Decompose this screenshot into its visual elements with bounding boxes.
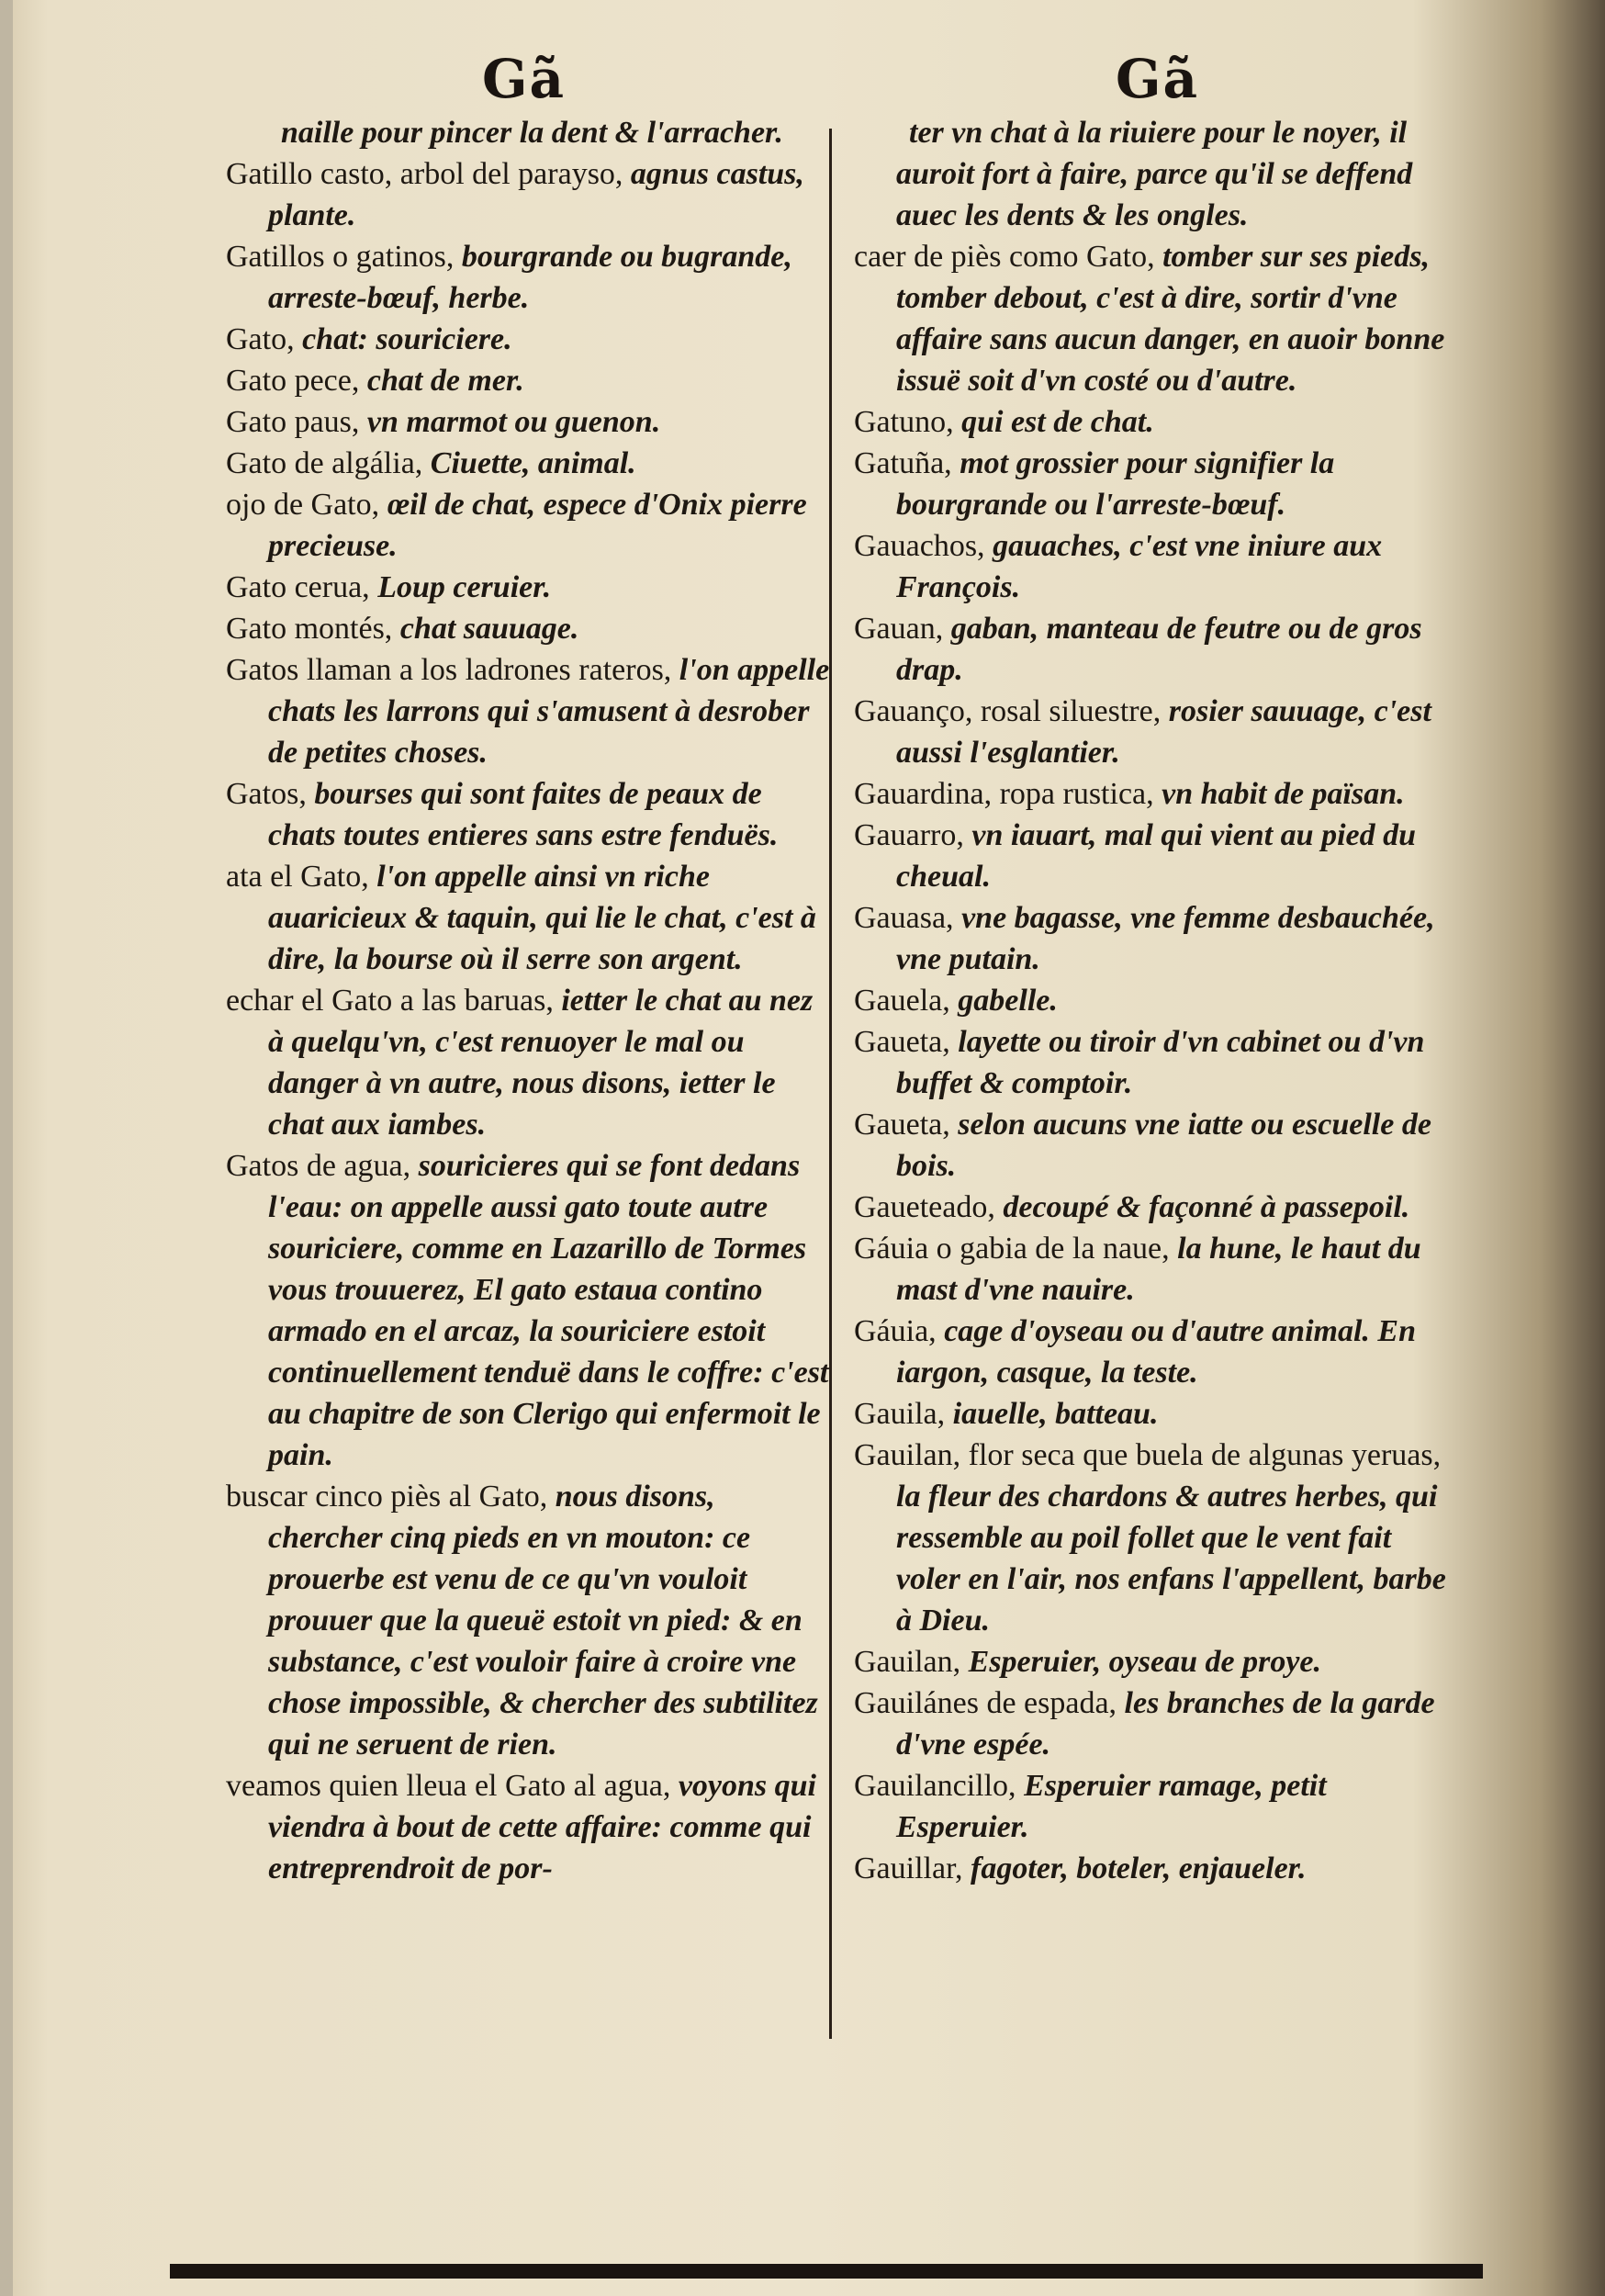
french-definition: cage d'oyseau ou d'autre animal. En iargon, casque, la teste. <box>896 1314 1417 1390</box>
dictionary-entry <box>854 980 1460 1021</box>
dictionary-entry <box>226 443 832 484</box>
french-definition: vn marmot ou guenon. <box>366 405 661 439</box>
dictionary-entry <box>854 112 1460 236</box>
spanish-headword: Gatillo casto, arbol del parayso, <box>226 157 631 191</box>
french-definition: gabelle. <box>958 984 1058 1018</box>
dictionary-entry <box>854 1228 1460 1311</box>
spanish-headword: Gatillos o gatinos, <box>226 240 462 274</box>
french-definition: qui est de chat. <box>961 405 1154 439</box>
french-definition: la fleur des chardons & autres herbes, qui ressemble au poil follet que le vent fait voler en l'air, nos enfans l'appellent, barbe à Dieu. <box>896 1480 1446 1638</box>
french-definition: iauelle, batteau. <box>952 1397 1159 1431</box>
french-definition: chat: souriciere. <box>302 322 512 356</box>
dictionary-entry <box>226 360 832 401</box>
spanish-headword: Gauardina, ropa rustica, <box>854 777 1162 811</box>
french-definition: l'on appelle ainsi vn riche auaricieux & taquin, qui lie le chat, c'est à dire, la bourse où il serre son argent. <box>268 860 816 976</box>
dictionary-entry <box>226 319 832 360</box>
spanish-headword: Gatuña, <box>854 446 960 480</box>
running-head-right: Gã <box>1116 48 1200 110</box>
french-definition: decoupé & façonné à passepoil. <box>1003 1190 1410 1224</box>
french-definition: chat sauuage. <box>399 612 579 646</box>
spanish-headword: Gatuno, <box>854 405 962 439</box>
dictionary-entry <box>226 236 832 319</box>
dictionary-entry <box>854 236 1460 401</box>
dictionary-entry <box>854 897 1460 980</box>
dictionary-entry <box>226 1476 832 1765</box>
bottom-edge-bar <box>170 2264 1483 2279</box>
french-definition: Esperuier, oyseau de proye. <box>968 1645 1321 1679</box>
spanish-headword: Gáuia, <box>854 1314 945 1348</box>
dictionary-entry <box>854 401 1460 443</box>
dictionary-entry <box>854 1765 1460 1848</box>
french-definition: vn habit de païsan. <box>1162 777 1405 811</box>
spanish-headword: Gauanço, rosal siluestre, <box>854 694 1169 728</box>
spanish-headword: echar el Gato a las baruas, <box>226 984 562 1018</box>
dictionary-entry <box>854 773 1460 815</box>
french-definition: rosier sauuage, c'est aussi l'esglantier. <box>896 694 1431 770</box>
dictionary-entry <box>226 980 832 1145</box>
french-definition: naille pour pincer la dent & l'arracher. <box>281 116 783 150</box>
spanish-headword: Gáuia o gabia de la naue, <box>854 1232 1178 1266</box>
french-definition: agnus castus, plante. <box>268 157 804 232</box>
french-definition: chat de mer. <box>366 364 524 398</box>
dictionary-entry <box>854 1021 1460 1104</box>
dictionary-entry <box>226 153 832 236</box>
french-definition: bourgrande ou bugrande, arreste-bœuf, herbe. <box>268 240 792 315</box>
french-definition: voyons qui viendra à bout de cette affaire: comme qui entreprendroit de por- <box>268 1769 817 1885</box>
spanish-headword: Gauachos, <box>854 529 993 563</box>
spanish-headword: Gauila, <box>854 1397 953 1431</box>
dictionary-entry <box>854 443 1460 525</box>
spanish-headword: ata el Gato, <box>226 860 377 894</box>
dictionary-entry <box>226 1765 832 1889</box>
spanish-headword: Gaueteado, <box>854 1190 1004 1224</box>
dictionary-entry <box>226 649 832 773</box>
column-rule <box>829 129 832 2039</box>
spanish-headword: Gauillar, <box>854 1851 971 1885</box>
french-definition: fagoter, boteler, enjaueler. <box>971 1851 1307 1885</box>
dictionary-entry <box>854 691 1460 773</box>
dictionary-entry <box>854 1311 1460 1393</box>
french-definition: ter vn chat à la riuiere pour le noyer, il auroit fort à faire, parce qu'il se deffend auec les dents & les ongles. <box>896 116 1413 232</box>
dictionary-entry <box>226 567 832 608</box>
spanish-headword: buscar cinco piès al Gato, <box>226 1480 556 1514</box>
dictionary-entry <box>854 1848 1460 1889</box>
dictionary-entry <box>854 1187 1460 1228</box>
dictionary-entry <box>854 525 1460 608</box>
dictionary-entry <box>226 112 832 153</box>
dictionary-entry <box>854 1683 1460 1765</box>
left-column <box>226 112 832 1889</box>
french-definition: Loup ceruier. <box>377 570 552 604</box>
french-definition: Esperuier ramage, petit Esperuier. <box>896 1769 1327 1844</box>
spanish-headword: Gauilan, <box>854 1645 969 1679</box>
french-definition: mot grossier pour signifier la bourgrande ou l'arreste-bœuf. <box>896 446 1335 522</box>
spanish-headword: Gato paus, <box>226 405 367 439</box>
spanish-headword: Gaueta, <box>854 1108 959 1142</box>
spanish-headword: Gato, <box>226 322 303 356</box>
french-definition: souricieres qui se font dedans l'eau: on appelle aussi gato toute autre souriciere, comme en Lazarillo de Tormes vous trouuerez, El gato estaua contino armado en el arcaz, la souriciere estoit continuellement tenduë dans le coffre: c'est au chapitre de son Clerigo qui enfermoit le pain. <box>268 1149 829 1472</box>
french-definition: ietter le chat au nez à quelqu'vn, c'est renuoyer le mal ou danger à vn autre, nous disons, ietter le chat aux iambes. <box>268 984 814 1142</box>
spanish-headword: caer de piès como Gato, <box>854 240 1163 274</box>
dictionary-entry <box>854 1435 1460 1641</box>
french-definition: vne bagasse, vne femme desbauchée, vne putain. <box>896 901 1435 976</box>
dictionary-entry <box>854 1104 1460 1187</box>
running-head-left: Gã <box>482 48 567 110</box>
spanish-headword: Gauilancillo, <box>854 1769 1025 1803</box>
spanish-headword: Gato montés, <box>226 612 400 646</box>
page-gutter-shadow <box>0 0 13 2296</box>
dictionary-entry <box>226 773 832 856</box>
dictionary-entry <box>226 401 832 443</box>
french-definition: gaban, manteau de feutre ou de gros drap. <box>896 612 1422 687</box>
dictionary-entry <box>226 608 832 649</box>
french-definition: selon aucuns vne iatte ou escuelle de bois. <box>896 1108 1431 1183</box>
spanish-headword: Gauilan, flor seca que buela de algunas yeruas, <box>854 1438 1442 1472</box>
spanish-headword: Gato pece, <box>226 364 367 398</box>
dictionary-entry <box>854 1641 1460 1683</box>
spanish-headword: Gatos de agua, <box>226 1149 419 1183</box>
french-definition: gauaches, c'est vne iniure aux François. <box>896 529 1383 604</box>
spanish-headword: Gaueta, <box>854 1025 959 1059</box>
dictionary-entry <box>226 1145 832 1476</box>
dictionary-entry <box>854 608 1460 691</box>
dictionary-entry <box>226 856 832 980</box>
french-definition: tomber sur ses pieds, tomber debout, c'est à dire, sortir d'vne affaire sans aucun danger, en auoir bonne issuë soit d'vn costé ou d'autre. <box>896 240 1445 398</box>
spanish-headword: Gauarro, <box>854 818 972 852</box>
right-column <box>854 112 1460 1889</box>
spanish-headword: Gatos llaman a los ladrones rateros, <box>226 653 679 687</box>
french-definition: œil de chat, espece d'Onix pierre precieuse. <box>268 488 807 563</box>
french-definition: bourses qui sont faites de peaux de chats toutes entieres sans estre fenduës. <box>268 777 779 852</box>
french-definition: la hune, le haut du mast d'vne nauire. <box>896 1232 1421 1307</box>
french-definition: vn iauart, mal qui vient au pied du cheual. <box>896 818 1417 894</box>
spanish-headword: Gauela, <box>854 984 959 1018</box>
french-definition: nous disons, chercher cinq pieds en vn mouton: ce prouerbe est venu de ce qu'vn vouloit prouuer que la queuë estoit vn pied: & en substance, c'est vouloir faire à croire vne chose impossible, & chercher des subtilitez qui ne seruent de rien. <box>268 1480 818 1761</box>
spanish-headword: Gauan, <box>854 612 951 646</box>
spanish-headword: ojo de Gato, <box>226 488 387 522</box>
spanish-headword: veamos quien lleua el Gato al agua, <box>226 1769 679 1803</box>
french-definition: layette ou tiroir d'vn cabinet ou d'vn buffet & comptoir. <box>896 1025 1425 1100</box>
dictionary-entry <box>226 484 832 567</box>
dictionary-entry <box>854 1393 1460 1435</box>
spanish-headword: Gato cerua, <box>226 570 378 604</box>
spanish-headword: Gauasa, <box>854 901 962 935</box>
french-definition: Ciuette, animal. <box>430 446 636 480</box>
french-definition: les branches de la garde d'vne espée. <box>896 1686 1435 1761</box>
dictionary-entry <box>854 815 1460 897</box>
spanish-headword: Gato de algália, <box>226 446 431 480</box>
french-definition: l'on appelle chats les larrons qui s'amusent à desrober de petites choses. <box>268 653 830 770</box>
spanish-headword: Gauilánes de espada, <box>854 1686 1125 1720</box>
spanish-headword: Gatos, <box>226 777 315 811</box>
